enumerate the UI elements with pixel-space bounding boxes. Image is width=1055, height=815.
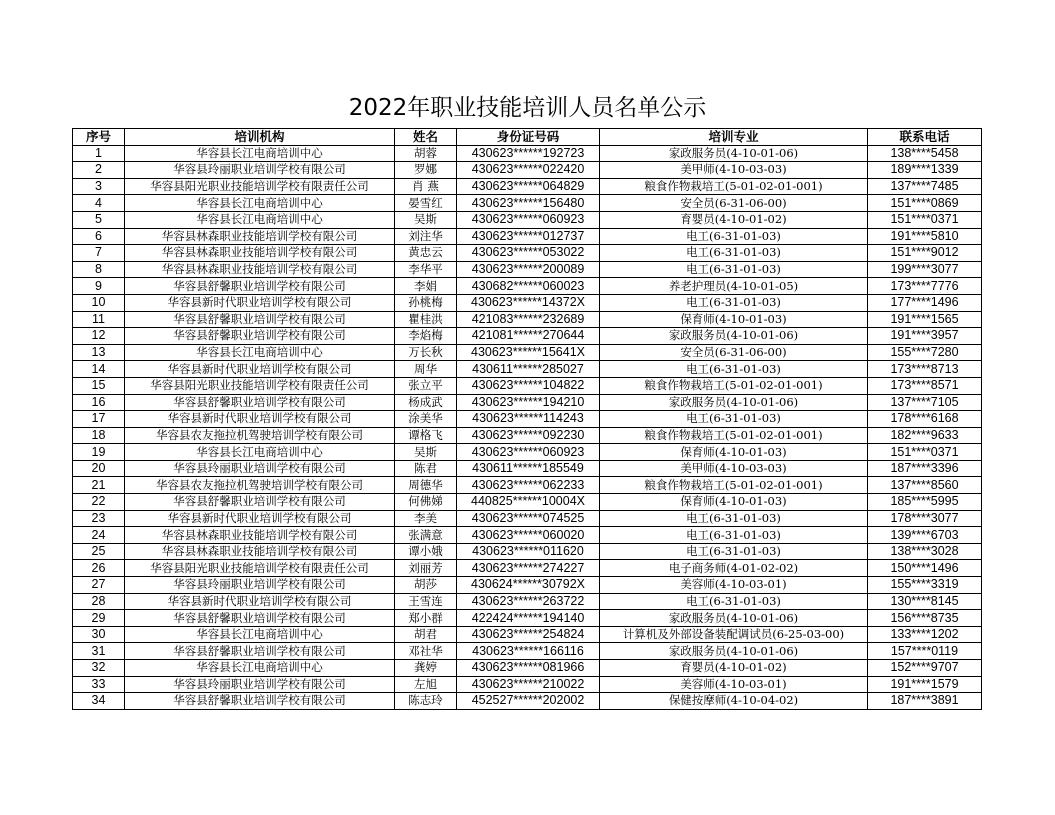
table-row bbox=[73, 344, 982, 361]
row-major: 家政服务员(4-10-01-06) bbox=[600, 610, 868, 627]
table-row bbox=[73, 394, 982, 411]
table-row bbox=[73, 278, 982, 295]
row-institution: 华容县林森职业技能培训学校有限公司 bbox=[125, 261, 395, 278]
row-index: 33 bbox=[73, 676, 125, 693]
row-institution: 华容县舒馨职业培训学校有限公司 bbox=[125, 494, 395, 511]
row-name: 张立平 bbox=[395, 377, 457, 394]
row-name: 谭小娥 bbox=[395, 543, 457, 560]
row-institution: 华容县林森职业技能培训学校有限公司 bbox=[125, 543, 395, 560]
row-major: 育婴员(4-10-01-02) bbox=[600, 660, 868, 677]
row-id-number: 430623******060923 bbox=[457, 211, 600, 228]
row-institution: 华容县玲丽职业培训学校有限公司 bbox=[125, 460, 395, 477]
table-row bbox=[73, 477, 982, 494]
row-phone: 189****1339 bbox=[868, 162, 982, 179]
row-phone: 187****3396 bbox=[868, 460, 982, 477]
row-institution: 华容县舒馨职业培训学校有限公司 bbox=[125, 328, 395, 345]
row-index: 13 bbox=[73, 344, 125, 361]
row-phone: 182****9633 bbox=[868, 427, 982, 444]
row-major: 养老护理员(4-10-01-05) bbox=[600, 278, 868, 295]
row-name: 万长秋 bbox=[395, 344, 457, 361]
row-index: 32 bbox=[73, 660, 125, 677]
row-phone: 187****3891 bbox=[868, 693, 982, 710]
row-major: 电工(6-31-01-03) bbox=[600, 294, 868, 311]
row-institution: 华容县长江电商培训中心 bbox=[125, 626, 395, 643]
row-index: 26 bbox=[73, 560, 125, 577]
row-id-number: 430623******15641X bbox=[457, 344, 600, 361]
row-index: 11 bbox=[73, 311, 125, 328]
row-name: 刘注华 bbox=[395, 228, 457, 245]
header-id-number: 身份证号码 bbox=[457, 129, 600, 146]
table-row bbox=[73, 626, 982, 643]
row-index: 25 bbox=[73, 543, 125, 560]
row-major: 粮食作物栽培工(5-01-02-01-001) bbox=[600, 377, 868, 394]
row-major: 家政服务员(4-10-01-06) bbox=[600, 145, 868, 162]
table-row bbox=[73, 145, 982, 162]
row-id-number: 452527******202002 bbox=[457, 693, 600, 710]
table-row bbox=[73, 211, 982, 228]
row-name: 胡君 bbox=[395, 626, 457, 643]
row-institution: 华容县玲丽职业培训学校有限公司 bbox=[125, 676, 395, 693]
row-phone: 191****1565 bbox=[868, 311, 982, 328]
row-name: 李娟 bbox=[395, 278, 457, 295]
row-id-number: 430682******060023 bbox=[457, 278, 600, 295]
table-row bbox=[73, 577, 982, 594]
row-major: 电工(6-31-01-03) bbox=[600, 361, 868, 378]
row-name: 杨成武 bbox=[395, 394, 457, 411]
row-phone: 150****1496 bbox=[868, 560, 982, 577]
row-institution: 华容县新时代职业培训学校有限公司 bbox=[125, 510, 395, 527]
row-major: 电工(6-31-01-03) bbox=[600, 593, 868, 610]
row-name: 胡蓉 bbox=[395, 145, 457, 162]
header-row bbox=[73, 129, 982, 146]
table-row bbox=[73, 460, 982, 477]
row-id-number: 430623******200089 bbox=[457, 261, 600, 278]
table-row bbox=[73, 245, 982, 262]
row-phone: 173****7776 bbox=[868, 278, 982, 295]
row-phone: 151****9012 bbox=[868, 245, 982, 262]
roster-table bbox=[72, 128, 982, 710]
row-phone: 185****5995 bbox=[868, 494, 982, 511]
table-row bbox=[73, 377, 982, 394]
row-major: 电子商务师(4-01-02-02) bbox=[600, 560, 868, 577]
row-major: 电工(6-31-01-03) bbox=[600, 510, 868, 527]
row-major: 育婴员(4-10-01-02) bbox=[600, 211, 868, 228]
row-name: 周华 bbox=[395, 361, 457, 378]
table-row bbox=[73, 527, 982, 544]
row-index: 24 bbox=[73, 527, 125, 544]
row-name: 左旭 bbox=[395, 676, 457, 693]
table-row bbox=[73, 494, 982, 511]
row-name: 龚婷 bbox=[395, 660, 457, 677]
row-institution: 华容县长江电商培训中心 bbox=[125, 195, 395, 212]
row-name: 吴斯 bbox=[395, 211, 457, 228]
table-row bbox=[73, 228, 982, 245]
row-id-number: 430623******074525 bbox=[457, 510, 600, 527]
row-id-number: 421081******270644 bbox=[457, 328, 600, 345]
row-institution: 华容县林森职业技能培训学校有限公司 bbox=[125, 228, 395, 245]
row-index: 4 bbox=[73, 195, 125, 212]
table-row bbox=[73, 643, 982, 660]
row-name: 陈志玲 bbox=[395, 693, 457, 710]
table-row bbox=[73, 411, 982, 428]
row-major: 保健按摩师(4-10-04-02) bbox=[600, 693, 868, 710]
row-institution: 华容县林森职业技能培训学校有限公司 bbox=[125, 527, 395, 544]
row-name: 晏雪红 bbox=[395, 195, 457, 212]
row-index: 20 bbox=[73, 460, 125, 477]
row-institution: 华容县林森职业技能培训学校有限公司 bbox=[125, 245, 395, 262]
row-index: 31 bbox=[73, 643, 125, 660]
row-name: 肖 燕 bbox=[395, 178, 457, 195]
row-name: 李焰梅 bbox=[395, 328, 457, 345]
row-name: 周德华 bbox=[395, 477, 457, 494]
table-row bbox=[73, 693, 982, 710]
row-index: 16 bbox=[73, 394, 125, 411]
table-row bbox=[73, 610, 982, 627]
row-index: 10 bbox=[73, 294, 125, 311]
header-name: 姓名 bbox=[395, 129, 457, 146]
row-id-number: 430623******022420 bbox=[457, 162, 600, 179]
row-id-number: 430623******062233 bbox=[457, 477, 600, 494]
row-institution: 华容县舒馨职业培训学校有限公司 bbox=[125, 643, 395, 660]
header-index: 序号 bbox=[73, 129, 125, 146]
row-phone: 151****0869 bbox=[868, 195, 982, 212]
row-id-number: 430623******081966 bbox=[457, 660, 600, 677]
row-id-number: 430623******012737 bbox=[457, 228, 600, 245]
row-index: 9 bbox=[73, 278, 125, 295]
row-id-number: 430624******30792X bbox=[457, 577, 600, 594]
row-index: 6 bbox=[73, 228, 125, 245]
row-id-number: 430623******114243 bbox=[457, 411, 600, 428]
row-phone: 137****7105 bbox=[868, 394, 982, 411]
row-phone: 191****3957 bbox=[868, 328, 982, 345]
row-name: 胡莎 bbox=[395, 577, 457, 594]
row-name: 刘丽芳 bbox=[395, 560, 457, 577]
table-row bbox=[73, 676, 982, 693]
row-major: 保育师(4-10-01-03) bbox=[600, 311, 868, 328]
table-row bbox=[73, 361, 982, 378]
row-major: 粮食作物栽培工(5-01-02-01-001) bbox=[600, 427, 868, 444]
row-major: 电工(6-31-01-03) bbox=[600, 527, 868, 544]
row-major: 美容师(4-10-03-01) bbox=[600, 676, 868, 693]
row-major: 家政服务员(4-10-01-06) bbox=[600, 328, 868, 345]
row-institution: 华容县长江电商培训中心 bbox=[125, 344, 395, 361]
row-id-number: 430623******156480 bbox=[457, 195, 600, 212]
row-index: 1 bbox=[73, 145, 125, 162]
table-row bbox=[73, 660, 982, 677]
row-major: 安全员(6-31-06-00) bbox=[600, 195, 868, 212]
row-phone: 138****5458 bbox=[868, 145, 982, 162]
row-name: 郑小群 bbox=[395, 610, 457, 627]
row-index: 30 bbox=[73, 626, 125, 643]
row-major: 电工(6-31-01-03) bbox=[600, 228, 868, 245]
row-id-number: 430623******060923 bbox=[457, 444, 600, 461]
row-index: 8 bbox=[73, 261, 125, 278]
row-institution: 华容县农友拖拉机驾驶培训学校有限公司 bbox=[125, 427, 395, 444]
table-row bbox=[73, 543, 982, 560]
row-index: 18 bbox=[73, 427, 125, 444]
row-id-number: 430623******104822 bbox=[457, 377, 600, 394]
row-phone: 177****1496 bbox=[868, 294, 982, 311]
row-institution: 华容县舒馨职业培训学校有限公司 bbox=[125, 311, 395, 328]
row-id-number: 430623******254824 bbox=[457, 626, 600, 643]
row-index: 34 bbox=[73, 693, 125, 710]
row-phone: 151****0371 bbox=[868, 211, 982, 228]
row-institution: 华容县舒馨职业培训学校有限公司 bbox=[125, 610, 395, 627]
row-phone: 178****6168 bbox=[868, 411, 982, 428]
row-name: 黄忠云 bbox=[395, 245, 457, 262]
row-index: 23 bbox=[73, 510, 125, 527]
row-index: 21 bbox=[73, 477, 125, 494]
row-phone: 139****6703 bbox=[868, 527, 982, 544]
row-id-number: 430611******185549 bbox=[457, 460, 600, 477]
row-phone: 178****3077 bbox=[868, 510, 982, 527]
row-institution: 华容县新时代职业培训学校有限公司 bbox=[125, 294, 395, 311]
table-row bbox=[73, 328, 982, 345]
row-institution: 华容县舒馨职业培训学校有限公司 bbox=[125, 278, 395, 295]
row-index: 7 bbox=[73, 245, 125, 262]
row-major: 粮食作物栽培工(5-01-02-01-001) bbox=[600, 178, 868, 195]
row-index: 19 bbox=[73, 444, 125, 461]
row-name: 陈君 bbox=[395, 460, 457, 477]
row-name: 涂美华 bbox=[395, 411, 457, 428]
row-institution: 华容县阳光职业技能培训学校有限责任公司 bbox=[125, 178, 395, 195]
row-phone: 155****7280 bbox=[868, 344, 982, 361]
table-row bbox=[73, 560, 982, 577]
row-name: 谭格飞 bbox=[395, 427, 457, 444]
row-id-number: 430623******011620 bbox=[457, 543, 600, 560]
row-index: 3 bbox=[73, 178, 125, 195]
row-name: 罗娜 bbox=[395, 162, 457, 179]
header-institution: 培训机构 bbox=[125, 129, 395, 146]
row-phone: 156****8735 bbox=[868, 610, 982, 627]
row-name: 张满意 bbox=[395, 527, 457, 544]
row-institution: 华容县长江电商培训中心 bbox=[125, 145, 395, 162]
row-id-number: 430623******064829 bbox=[457, 178, 600, 195]
header-phone: 联系电话 bbox=[868, 129, 982, 146]
row-id-number: 430611******285027 bbox=[457, 361, 600, 378]
row-index: 2 bbox=[73, 162, 125, 179]
row-id-number: 430623******166116 bbox=[457, 643, 600, 660]
row-major: 安全员(6-31-06-00) bbox=[600, 344, 868, 361]
row-index: 28 bbox=[73, 593, 125, 610]
row-institution: 华容县舒馨职业培训学校有限公司 bbox=[125, 394, 395, 411]
row-id-number: 421083******232689 bbox=[457, 311, 600, 328]
row-phone: 130****8145 bbox=[868, 593, 982, 610]
row-name: 孙桃梅 bbox=[395, 294, 457, 311]
row-name: 李美 bbox=[395, 510, 457, 527]
row-index: 5 bbox=[73, 211, 125, 228]
table-row bbox=[73, 311, 982, 328]
row-phone: 191****5810 bbox=[868, 228, 982, 245]
row-id-number: 430623******053022 bbox=[457, 245, 600, 262]
row-phone: 137****7485 bbox=[868, 178, 982, 195]
row-major: 电工(6-31-01-03) bbox=[600, 245, 868, 262]
row-id-number: 430623******274227 bbox=[457, 560, 600, 577]
table-row bbox=[73, 444, 982, 461]
row-phone: 152****9707 bbox=[868, 660, 982, 677]
table-row bbox=[73, 162, 982, 179]
row-index: 22 bbox=[73, 494, 125, 511]
table-row bbox=[73, 427, 982, 444]
row-phone: 191****1579 bbox=[868, 676, 982, 693]
row-major: 美甲师(4-10-03-03) bbox=[600, 162, 868, 179]
row-major: 保育师(4-10-01-03) bbox=[600, 444, 868, 461]
row-institution: 华容县新时代职业培训学校有限公司 bbox=[125, 593, 395, 610]
row-institution: 华容县农友拖拉机驾驶培训学校有限公司 bbox=[125, 477, 395, 494]
row-index: 15 bbox=[73, 377, 125, 394]
row-major: 家政服务员(4-10-01-06) bbox=[600, 643, 868, 660]
row-index: 29 bbox=[73, 610, 125, 627]
row-major: 电工(6-31-01-03) bbox=[600, 543, 868, 560]
row-index: 27 bbox=[73, 577, 125, 594]
row-major: 美容师(4-10-03-01) bbox=[600, 577, 868, 594]
row-id-number: 422424******194140 bbox=[457, 610, 600, 627]
row-institution: 华容县长江电商培训中心 bbox=[125, 211, 395, 228]
row-major: 美甲师(4-10-03-03) bbox=[600, 460, 868, 477]
row-name: 李华平 bbox=[395, 261, 457, 278]
row-institution: 华容县阳光职业技能培训学校有限责任公司 bbox=[125, 377, 395, 394]
table-row bbox=[73, 261, 982, 278]
row-name: 邓社华 bbox=[395, 643, 457, 660]
row-id-number: 430623******060020 bbox=[457, 527, 600, 544]
table-row bbox=[73, 178, 982, 195]
row-phone: 173****8571 bbox=[868, 377, 982, 394]
row-index: 14 bbox=[73, 361, 125, 378]
row-phone: 151****0371 bbox=[868, 444, 982, 461]
row-institution: 华容县新时代职业培训学校有限公司 bbox=[125, 361, 395, 378]
row-id-number: 430623******192723 bbox=[457, 145, 600, 162]
table-body bbox=[73, 145, 982, 709]
row-institution: 华容县长江电商培训中心 bbox=[125, 444, 395, 461]
row-name: 瞿桂洪 bbox=[395, 311, 457, 328]
row-major: 粮食作物栽培工(5-01-02-01-001) bbox=[600, 477, 868, 494]
row-id-number: 430623******194210 bbox=[457, 394, 600, 411]
row-institution: 华容县阳光职业技能培训学校有限责任公司 bbox=[125, 560, 395, 577]
row-major: 家政服务员(4-10-01-06) bbox=[600, 394, 868, 411]
table-row bbox=[73, 195, 982, 212]
row-name: 吴斯 bbox=[395, 444, 457, 461]
row-institution: 华容县玲丽职业培训学校有限公司 bbox=[125, 577, 395, 594]
table-row bbox=[73, 294, 982, 311]
row-phone: 173****8713 bbox=[868, 361, 982, 378]
row-phone: 138****3028 bbox=[868, 543, 982, 560]
row-id-number: 440825******10004X bbox=[457, 494, 600, 511]
row-id-number: 430623******263722 bbox=[457, 593, 600, 610]
row-name: 王雪连 bbox=[395, 593, 457, 610]
row-phone: 157****0119 bbox=[868, 643, 982, 660]
row-major: 计算机及外部设备装配调试员(6-25-03-00) bbox=[600, 626, 868, 643]
row-institution: 华容县玲丽职业培训学校有限公司 bbox=[125, 162, 395, 179]
page-title: 2022年职业技能培训人员名单公示 bbox=[348, 95, 707, 121]
row-phone: 199****3077 bbox=[868, 261, 982, 278]
row-index: 17 bbox=[73, 411, 125, 428]
row-institution: 华容县新时代职业培训学校有限公司 bbox=[125, 411, 395, 428]
row-id-number: 430623******210022 bbox=[457, 676, 600, 693]
header-major: 培训专业 bbox=[600, 129, 868, 146]
row-major: 电工(6-31-01-03) bbox=[600, 261, 868, 278]
table-row bbox=[73, 510, 982, 527]
row-institution: 华容县长江电商培训中心 bbox=[125, 660, 395, 677]
row-phone: 133****1202 bbox=[868, 626, 982, 643]
row-major: 电工(6-31-01-03) bbox=[600, 411, 868, 428]
row-name: 何佛娣 bbox=[395, 494, 457, 511]
row-index: 12 bbox=[73, 328, 125, 345]
row-id-number: 430623******092230 bbox=[457, 427, 600, 444]
row-phone: 137****8560 bbox=[868, 477, 982, 494]
row-institution: 华容县舒馨职业培训学校有限公司 bbox=[125, 693, 395, 710]
table-row bbox=[73, 593, 982, 610]
row-major: 保育师(4-10-01-03) bbox=[600, 494, 868, 511]
row-phone: 155****3319 bbox=[868, 577, 982, 594]
row-id-number: 430623******14372X bbox=[457, 294, 600, 311]
